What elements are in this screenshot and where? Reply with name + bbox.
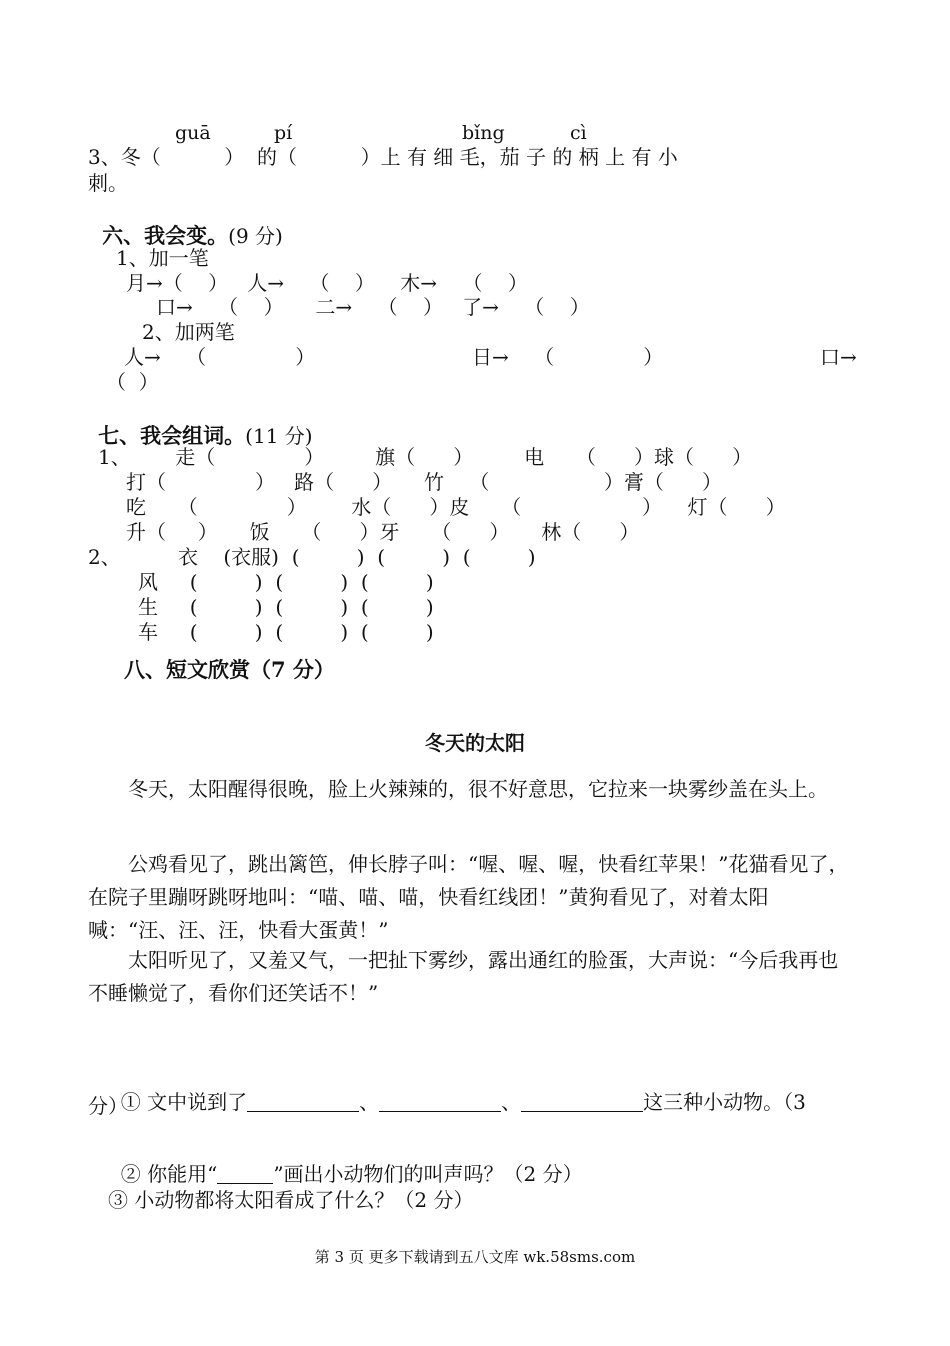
section7-heading: 七、我会组词。 [98,423,246,448]
section7-heading-row [88,409,313,446]
answer-blank-2[interactable] [379,1091,501,1112]
section7-p2-line3: 生 ( ) ( ) ( ) [138,595,434,619]
story-paragraph-2: 公鸡看见了，跳出篱笆，伸长脖子叫：“喔、喔、喔，快看红苹果！”花猫看见了，在院子里蹦呀跳呀地叫：“喵、喵、喵，快看红线团！”黄狗看见了，对着太阳喊：“汪、汪、汪，快看大蛋黄！” [88,852,849,942]
question-1-text: ① 文中说到了 [120,1090,248,1114]
question-2-text: ② 你能用“ [120,1162,218,1186]
section6-score: (9 分) [228,224,283,248]
section6-sub2: 2、加两笔 [142,320,235,344]
pinyin-ci: cì [570,122,587,144]
q3-line1: 3、冬（ ） 的（ ）上 有 细 毛，茄 子 的 柄 上 有 小 [88,145,678,169]
answer-blank-1[interactable] [247,1091,359,1112]
section7-p1-line4: 升（ ） 饭 （ ）牙 （ ） 林（ ） [126,520,640,544]
question-1-continuation: 分） [88,1094,128,1118]
question-2-tail: ”画出小动物们的叫声吗？（2 分） [273,1162,583,1186]
story-title: 冬天的太阳 [425,731,525,755]
question-1-separator-2: 、 [501,1090,522,1114]
section7-p1-line2: 打（ ） 路（ ） 竹 （ ）膏（ ） [126,470,723,494]
pinyin-gua: guā [175,122,211,144]
page-footer: 第 3 页 更多下载请到五八文库 wk.58sms.com [314,1248,636,1266]
section8-heading: 八、短文欣赏（7 分） [124,657,335,682]
section7-p2-line4: 车 ( ) ( ) ( ) [138,620,434,644]
section6-row4: （ ） [106,370,159,394]
pinyin-bing: bǐng [462,122,505,144]
section6-row3a: 人→ （ ） [124,345,316,369]
question-2-row [108,1143,583,1184]
q3-line2: 刺。 [88,171,128,195]
section7-p2-line2: 风 ( ) ( ) ( ) [138,570,434,594]
story-paragraph-3: 太阳听见了，又羞又气，一把扯下雾纱，露出通红的脸蛋，大声说：“今后我再也不睡懒觉了，看你们还笑话不！” [88,948,839,1005]
section7-p1-line3: 吃 （ ） 水（ ）皮 （ ） 灯（ ） [126,495,786,519]
section7-p2-line1: 2、 衣 (衣服) ( ) ( ) ( ) [88,545,536,569]
answer-blank-3[interactable] [521,1091,643,1112]
answer-blank-4[interactable] [217,1163,273,1184]
section7-p1-line1: 1、 走（ ） 旗（ ） 电 （ ）球（ ） [98,445,753,469]
section6-row1: 月→（ ） 人→ （ ） 木→ （ ） [126,271,528,295]
question-1-tail: 这三种小动物。（3 [643,1090,806,1114]
pinyin-pi: pí [274,122,293,144]
section6-row3b: 日→ （ ） [472,345,664,369]
section6-row3c: 口→ [820,345,857,369]
story-paragraph-1: 冬天，太阳醒得很晚，脸上火辣辣的，很不好意思，它拉来一块雾纱盖在头上。 [128,777,828,801]
question-3-text: ③ 小动物都将太阳看成了什么？（2 分） [108,1188,474,1212]
section7-score: (11 分) [245,424,313,448]
section6-heading-row [92,209,283,246]
section6-sub1: 1、加一笔 [116,246,209,270]
section6-row2: 口→ （ ） 二→ （ ） 了→ （ ） [156,295,590,319]
question-1-separator-1: 、 [359,1090,380,1114]
question-1-row [108,1071,806,1112]
section6-heading: 六、我会变。 [102,223,229,248]
